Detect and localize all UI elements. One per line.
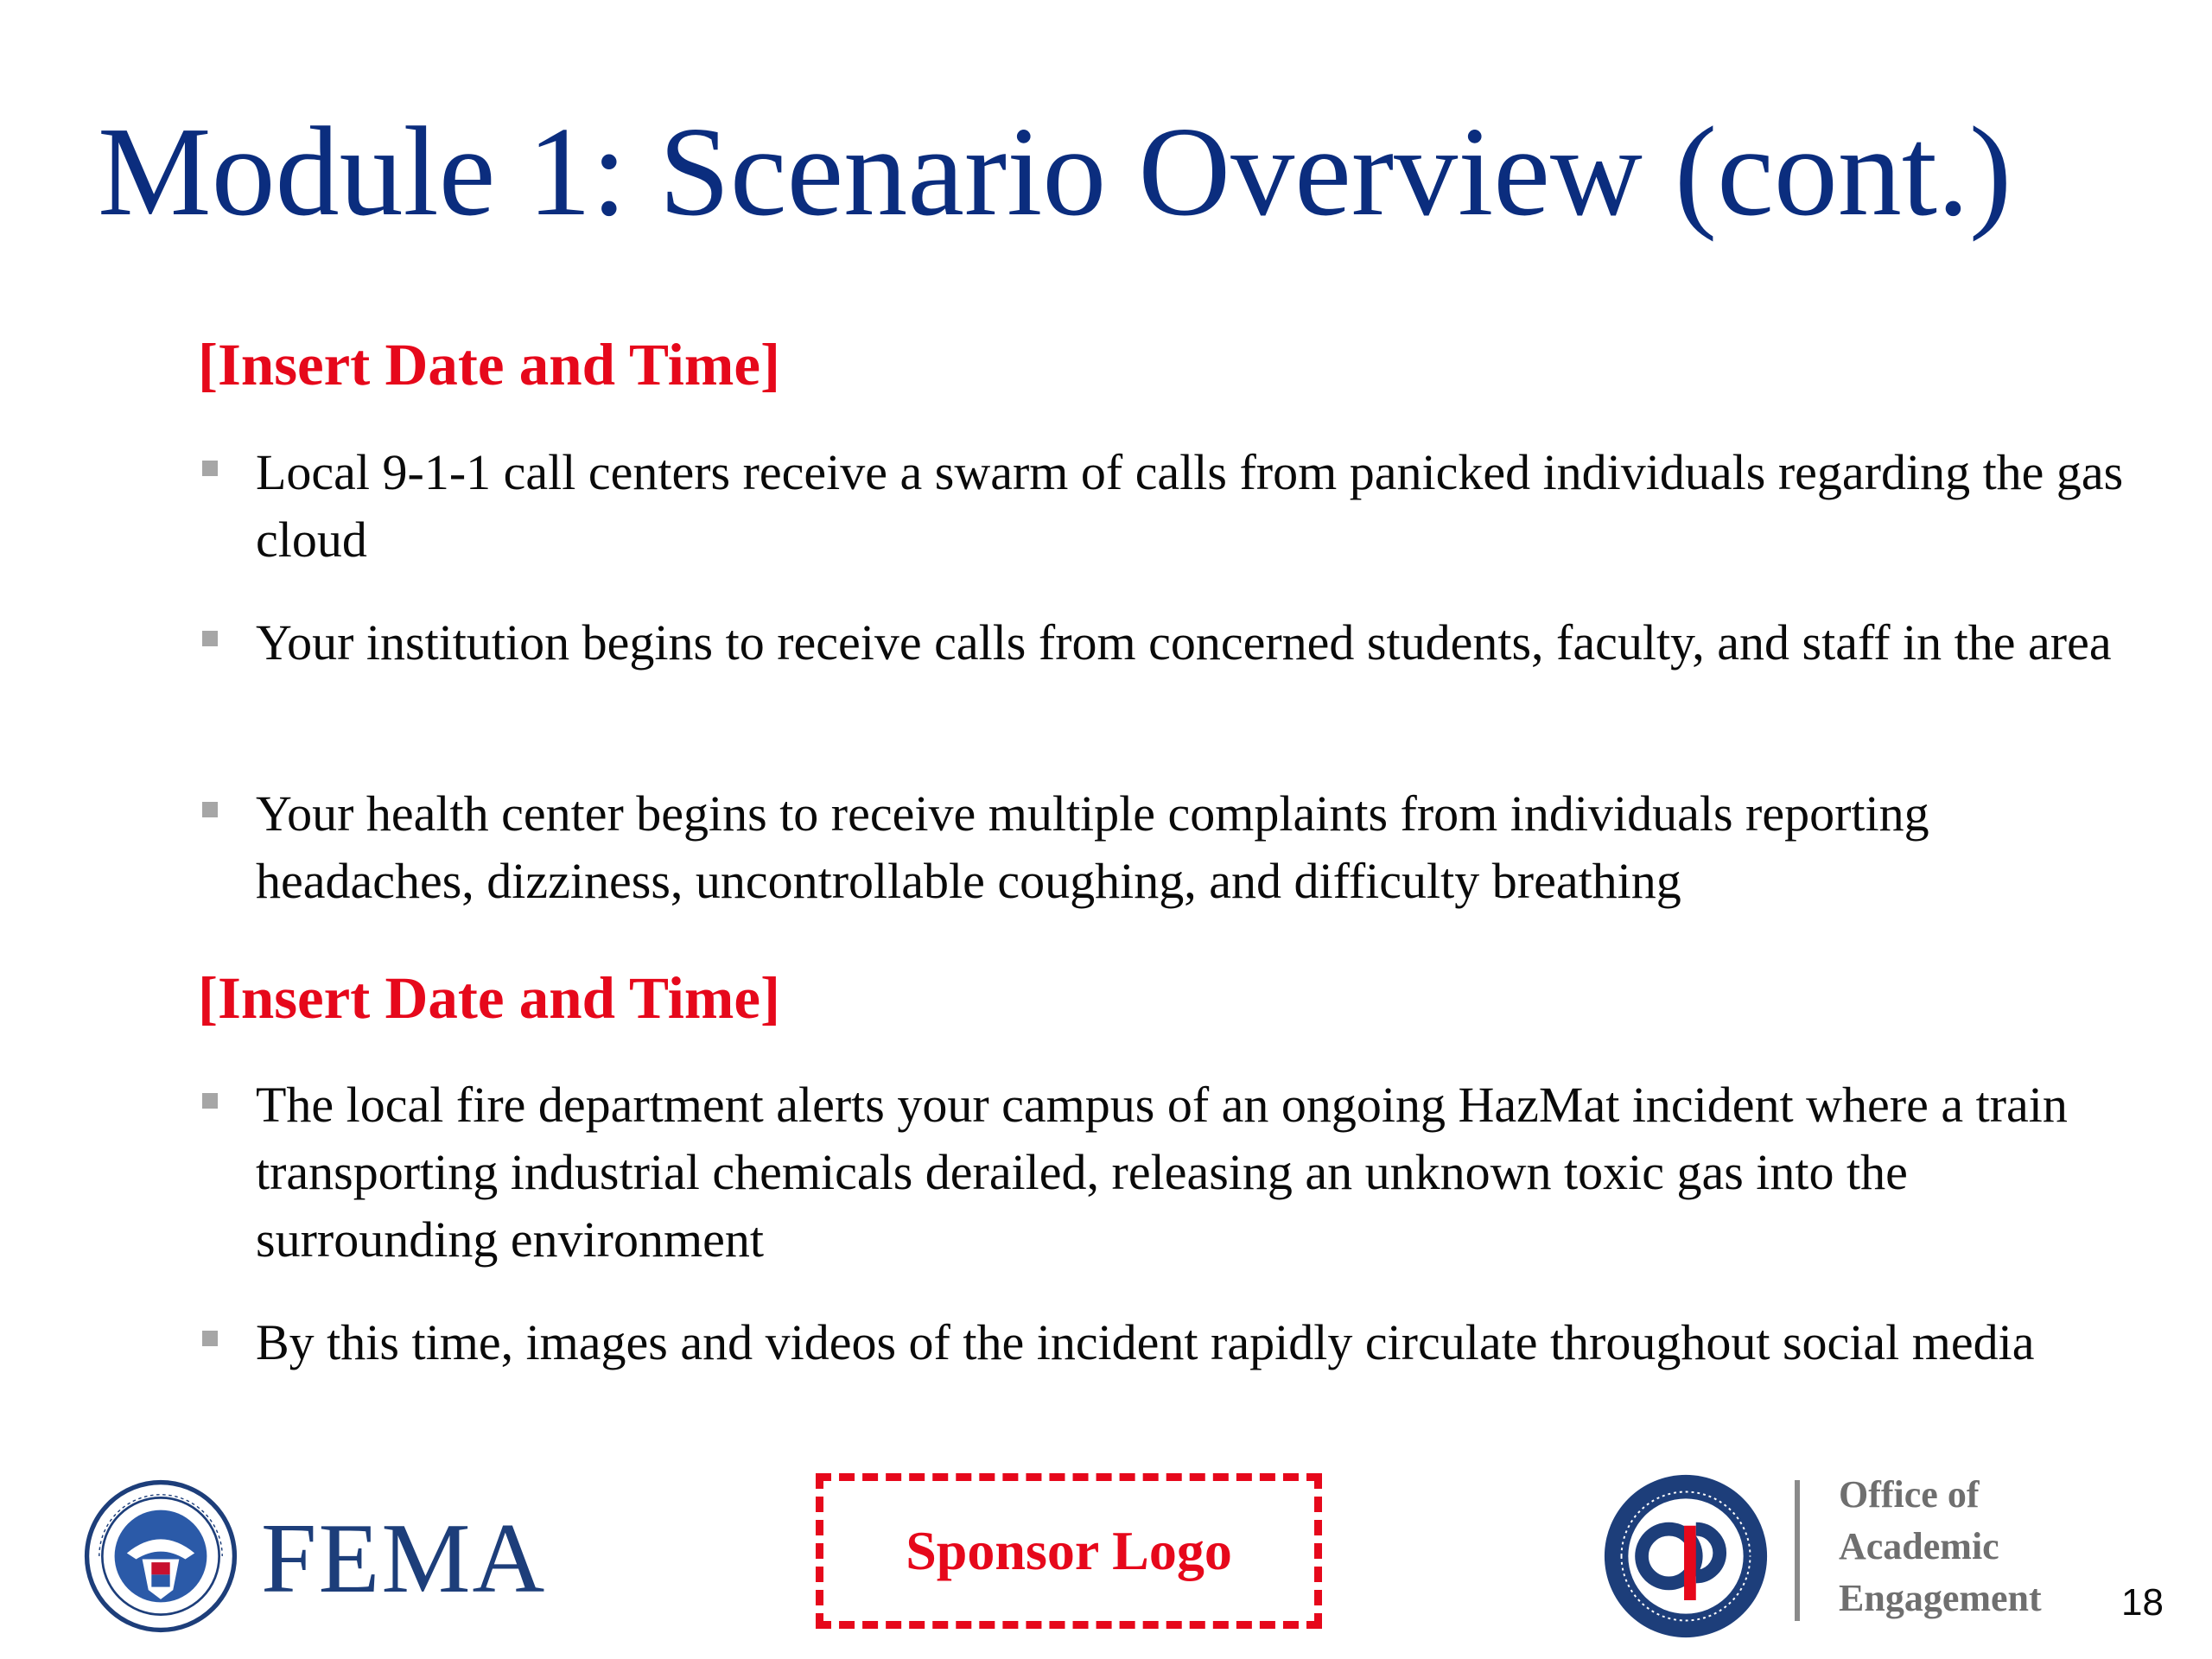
bullet-text: By this time, images and videos of the incident rapidly circulate throughout social media — [256, 1314, 2035, 1370]
sponsor-logo-placeholder — [816, 1473, 1322, 1629]
sponsor-logo-label: Sponsor Logo — [906, 1520, 1232, 1581]
bullet-item — [200, 609, 2127, 677]
oae-line: Engagement — [1839, 1577, 2042, 1619]
square-bullet-icon — [202, 631, 218, 646]
slide-title: Module 1: Scenario Overview (cont.) — [98, 101, 2012, 243]
square-bullet-icon — [202, 802, 218, 817]
bullet-text: Local 9-1-1 call centers receive a swarm of calls from panicked individuals regarding the gas cloud — [256, 444, 2124, 568]
office-of-academic-engagement-logo — [1839, 1469, 2042, 1624]
dhs-seal-icon — [84, 1479, 238, 1633]
bullet-item — [200, 1309, 2127, 1376]
square-bullet-icon — [202, 461, 218, 476]
section-heading-1: [Insert Date and Time] — [198, 332, 780, 397]
section-heading-2: [Insert Date and Time] — [198, 965, 780, 1031]
bullet-text: Your institution begins to receive calls from concerned students, faculty, and staff in the area — [256, 614, 2112, 671]
bullet-text: Your health center begins to receive multiple complaints from individuals reporting headaches, dizziness, uncontrollable coughing, and difficulty breathing — [256, 785, 1929, 909]
campus-resilience-program-seal-icon — [1601, 1471, 1770, 1641]
bullet-item — [200, 780, 2127, 915]
fema-wordmark: FEMA — [261, 1503, 547, 1614]
square-bullet-icon — [202, 1093, 218, 1109]
bullet-text: The local fire department alerts your campus of an ongoing HazMat incident where a train transporting industrial chemicals derailed, releasing an unknown toxic gas into the surrounding environment — [256, 1077, 2068, 1268]
bullet-item — [200, 439, 2127, 574]
oae-line: Office of — [1839, 1473, 1980, 1516]
logo-divider — [1795, 1480, 1800, 1621]
oae-line: Academic — [1839, 1525, 1999, 1567]
page-number: 18 — [2121, 1581, 2164, 1624]
square-bullet-icon — [202, 1331, 218, 1346]
bullet-item — [200, 1071, 2127, 1274]
